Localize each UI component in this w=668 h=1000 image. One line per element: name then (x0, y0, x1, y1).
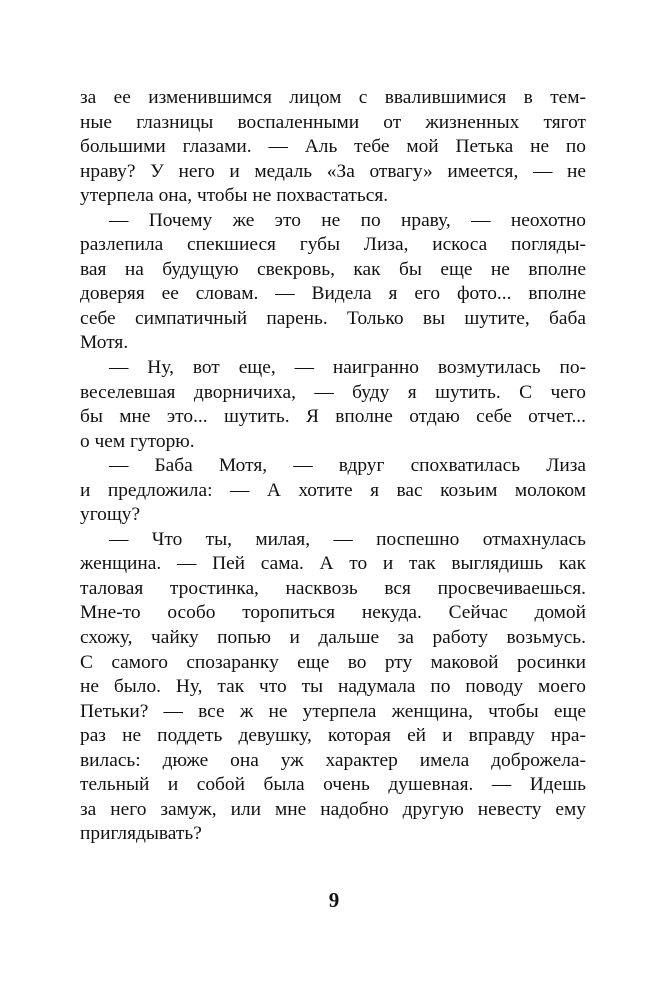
text-line: таловая тростинка, насквозь вся просвечиваешься. (80, 577, 586, 599)
text-line: С самого спозаранку еще во рту маковой росинки (80, 651, 586, 673)
text-line: — Ну, вот еще, — наигранно возмутилась по- (109, 357, 586, 379)
text-line: большими глазами. — Аль тебе мой Петька не по (80, 136, 586, 158)
text-line: утерпела она, чтобы не похвастаться. (80, 185, 389, 207)
page-number: 9 (328, 888, 340, 912)
text-line: не было. Ну, так что ты надумала по поводу моего (80, 676, 586, 698)
paragraph (80, 454, 586, 528)
text-line: доверяя ее словам. — Видела я его фото... вполне (80, 283, 586, 305)
text-line: Мотя. (80, 332, 129, 354)
text-line: вилась: дюже она уж характер имела доброжела- (80, 749, 586, 771)
text-line: разлепила спекшиеся губы Лиза, искоса погляды- (80, 234, 586, 256)
text-line: — Баба Мотя, — вдруг спохватилась Лиза (109, 455, 586, 477)
text-line: ные глазницы воспаленными от жизненных тягот (80, 111, 586, 133)
text-line: и предложила: — А хотите я вас козьим молоком (80, 479, 586, 501)
text-line: Петьки? — все ж не утерпела женщина, чтобы еще (80, 700, 586, 722)
text-line: схожу, чайку попью и дальше за работу возьмусь. (80, 627, 586, 649)
body-text (80, 86, 586, 847)
text-line: Мне-то особо торопиться некуда. Сейчас домой (80, 602, 586, 624)
text-line: за ее изменившимся лицом с ввалившимися в тем- (80, 87, 586, 108)
text-line: за него замуж, или мне надобно другую невесту ему (80, 798, 586, 820)
paragraph (80, 86, 586, 209)
text-line: веселевшая дворничиха, — буду я шутить. С чего (80, 381, 586, 403)
text-line: о чем гуторю. (80, 430, 195, 452)
text-line: угощу? (80, 504, 141, 526)
text-line: раз не поддеть девушку, которая ей и вправду нра- (80, 725, 586, 747)
text-line: бы мне это... шутить. Я вполне отдаю себе отчет... (80, 406, 586, 428)
text-line: себе симпатичный парень. Только вы шутите, баба (80, 307, 586, 329)
text-line: женщина. — Пей сама. А то и так выглядишь как (80, 553, 586, 575)
text-line: вая на будущую свекровь, как бы еще не вполне (80, 258, 586, 280)
text-line: — Почему же это не по нраву, — неохотно (109, 209, 586, 231)
paragraph (80, 528, 586, 847)
paragraph (80, 209, 586, 356)
text-line: нраву? У него и медаль «За отвагу» имеется, — не (80, 160, 586, 182)
text-line: тельный и собой была очень душевная. — Идешь (80, 774, 586, 796)
text-line: приглядывать? (80, 823, 202, 845)
paragraph (80, 356, 586, 454)
text-line: — Что ты, милая, — поспешно отмахнулась (109, 528, 586, 550)
